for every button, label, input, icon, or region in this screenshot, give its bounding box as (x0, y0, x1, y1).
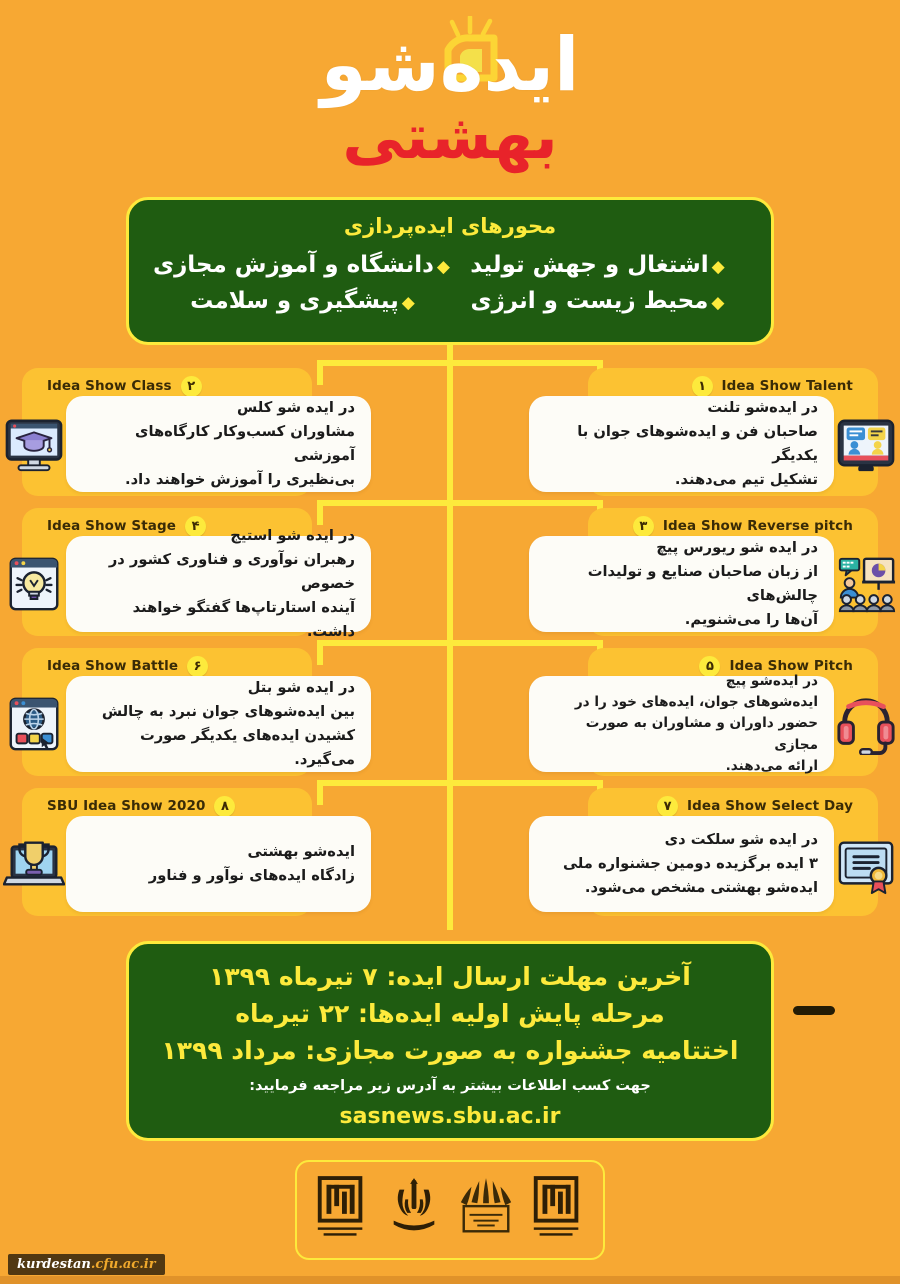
step-row (0, 640, 900, 780)
watermark-part-2: .cfu.ac.ir (90, 1257, 156, 1272)
step-text: در ایده شو استیج رهبران نوآوری و فناوری کشور در خصوص آینده استارتاپ‌ها گفتگو خواهند داشت. (108, 527, 355, 640)
step-card (529, 396, 834, 492)
step-text: ایده‌شو بهشتی زادگاه ایده‌های نوآور و فناور (148, 843, 355, 884)
step-header (657, 796, 862, 816)
step-en-label: Idea Show Class (47, 378, 172, 394)
festival-logo (0, 0, 900, 190)
step-text: در ایده شو سلکت دی ۳ ایده برگزیده دومین جشنواره ملی ایده‌شو بهشتی مشخص می‌شود. (562, 831, 818, 896)
topic-label: اشتغال و جهش تولید (470, 252, 709, 278)
shahid-beheshti-university-crest-logo (453, 1173, 519, 1247)
step-en-label: Idea Show Select Day (687, 798, 853, 814)
topic-label: دانشگاه و آموزش مجازی (152, 252, 434, 278)
step-en-label: SBU Idea Show 2020 (47, 798, 206, 814)
schedule-box (126, 941, 774, 1141)
step-en-label: Idea Show Talent (721, 378, 853, 394)
topic-item (450, 284, 745, 320)
topic-item (155, 284, 450, 320)
step-card (66, 396, 371, 492)
step-number-badge: ۴ (185, 516, 206, 537)
step-en-label: Idea Show Battle (47, 658, 179, 674)
step-number-badge: ۲ (181, 376, 202, 397)
step-header (38, 656, 208, 676)
schedule-line: اختتامیه جشنواره به صورت مجازی: مرداد ۱۳۹۹ (161, 1036, 739, 1065)
lightbulb-window-icon (0, 544, 72, 624)
globe-browser-icon (0, 684, 72, 764)
trophy-laptop-icon (0, 824, 72, 904)
headset-icon (828, 684, 900, 764)
diamond-bullet-icon: ◆ (401, 292, 415, 313)
footer-logos (295, 1160, 605, 1260)
step-number-badge: ۵ (699, 656, 720, 677)
website-url[interactable]: sasnews.sbu.ac.ir (339, 1104, 561, 1129)
step-row (0, 780, 900, 920)
video-conference-chat-icon (828, 404, 900, 484)
graduation-cap-monitor-icon (0, 404, 72, 484)
step-row (0, 500, 900, 640)
step-card (529, 816, 834, 912)
step-number-badge: ۸ (214, 796, 235, 817)
steps-list (0, 360, 900, 920)
watermark (8, 1254, 165, 1275)
schedule-line: مرحله پایش اولیه ایده‌ها: ۲۲ تیرماه (235, 999, 665, 1028)
step-card (66, 527, 371, 640)
step-number-badge: ۳ (633, 516, 654, 537)
topics-title: محورهای ایده‌پردازی (343, 214, 557, 238)
step-number-badge: ۷ (657, 796, 678, 817)
step-en-label: Idea Show Stage (47, 518, 177, 534)
diamond-bullet-icon: ◆ (711, 292, 725, 313)
step-header (38, 796, 235, 816)
shahid-beheshti-university-science-park-logo (525, 1173, 591, 1247)
topics-box (126, 197, 774, 345)
step-card (66, 676, 371, 772)
diamond-bullet-icon: ◆ (436, 257, 450, 277)
step-text: در ایده شو کلس مشاوران کسب‌وکار کارگاه‌های آموزشی بی‌نظیری را آموزش خواهند داد. (125, 399, 355, 488)
diamond-bullet-icon: ◆ (711, 257, 725, 277)
step-en-label: Idea Show Pitch (729, 658, 853, 674)
topic-item (450, 248, 745, 284)
step-row (0, 360, 900, 500)
topic-label: محیط زیست و انرژی (470, 287, 709, 314)
logo-line-1: ایده‌شو (320, 22, 580, 108)
step-number-badge: ۱ (692, 376, 713, 397)
certificate-award-icon (828, 824, 900, 904)
iran-emblem-ministry-logo (381, 1173, 447, 1247)
shahid-beheshti-university-cultural-deputy-logo (309, 1173, 375, 1247)
watermark-part-1: kurdestan (17, 1257, 91, 1272)
logo-line-2: بهشتی (342, 100, 558, 173)
bottom-strip (0, 1276, 900, 1284)
schedule-line: آخرین مهلت ارسال ایده: ۷ تیرماه ۱۳۹۹ (209, 962, 691, 991)
step-text: در ایده شو ریورس پیچ از زبان صاحبان صنایع و تولیدات چالش‌های آن‌ها را می‌شنویم. (587, 539, 818, 628)
step-card (529, 673, 834, 774)
topic-label: پیشگیری و سلامت (190, 287, 399, 314)
step-text: در ایده‌شو تلنت صاحبان فن و ایده‌شوهای جوان با یکدیگر تشکیل تیم می‌دهند. (577, 399, 818, 488)
step-header (633, 516, 862, 536)
schedule-lines (129, 944, 771, 1069)
step-card (66, 816, 371, 912)
topic-item (152, 248, 450, 284)
step-text: در ایده شو بتل بین ایده‌شوهای جوان نبرد به چالش کشیدن ایده‌های یکدیگر صورت می‌گیرد. (101, 679, 355, 768)
step-number-badge: ۶ (187, 656, 208, 677)
step-en-label: Idea Show Reverse pitch (662, 518, 853, 534)
step-text: در ایده‌شو پیچ ایده‌شوهای جوان، ایده‌های خود را در حضور داوران و مشاوران به صورت مجازی ارائه می‌دهند. (574, 673, 818, 774)
topics-grid (129, 248, 771, 319)
side-dash-marker (793, 1006, 835, 1015)
presentation-audience-icon (828, 544, 900, 624)
schedule-note: جهت کسب اطلاعات بیشتر به آدرس زیر مراجعه فرمایید: (249, 1078, 651, 1094)
step-header (38, 376, 202, 396)
step-card (529, 536, 834, 632)
step-header (692, 376, 862, 396)
